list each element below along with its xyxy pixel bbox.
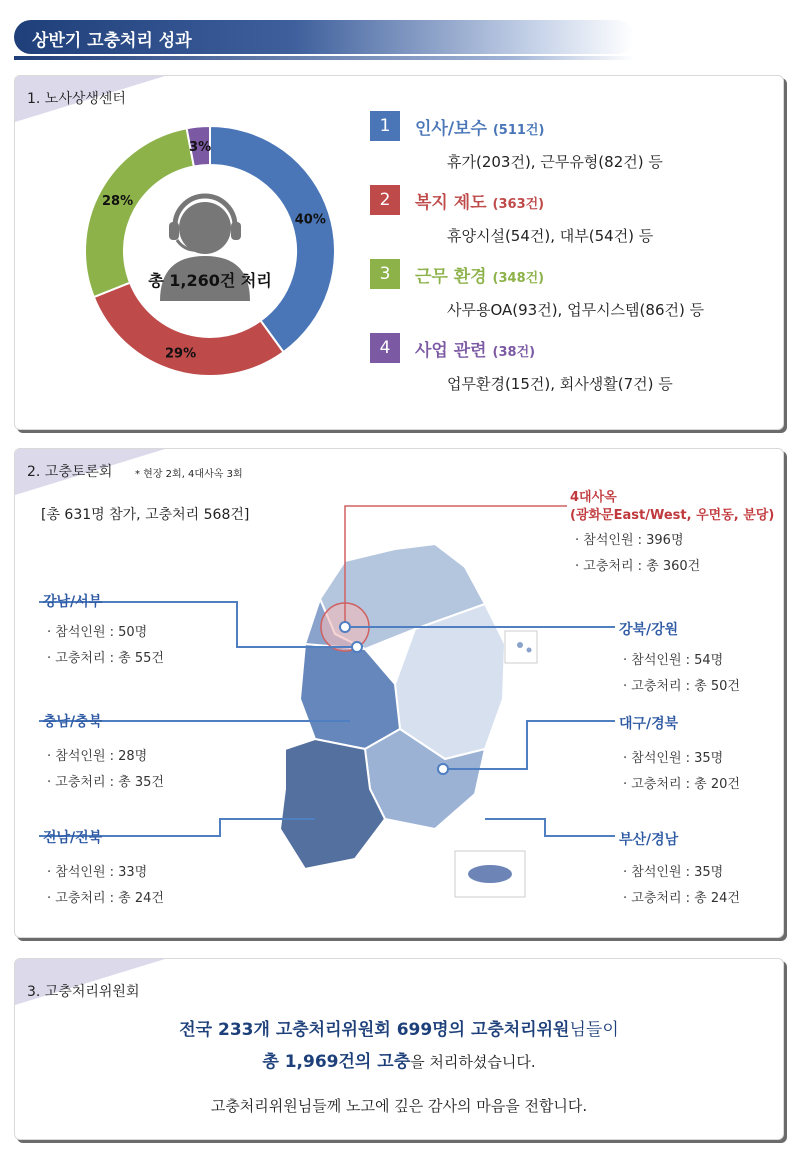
region-gangnam-attendees: · 참석인원 : 50명 <box>47 625 148 640</box>
committee-line-1 <box>15 1015 783 1040</box>
category-2-name <box>415 188 544 213</box>
category-2-label: 복지 제도 <box>415 193 487 213</box>
donut-slice-1 <box>210 126 335 352</box>
map-regions <box>280 544 505 869</box>
region-gangnam-handled: · 고충처리 : 총 55건 <box>47 651 164 666</box>
section-committee <box>14 958 784 1140</box>
region-jeonnam-name: 전남/전북 <box>43 830 103 846</box>
region-gangbuk-attendees: · 참석인원 : 54명 <box>623 653 724 668</box>
region-chungnam-name: 충남/충북 <box>43 714 103 730</box>
hq-attendees: · 참석인원 : 396명 <box>575 533 684 548</box>
region-busan-handled: · 고충처리 : 총 24건 <box>623 891 740 906</box>
donut-chart <box>80 126 340 376</box>
hq-sub: (광화문East/West, 우면동, 분당) <box>570 508 775 523</box>
region-daegu-name: 대구/경북 <box>619 716 679 732</box>
category-1-label: 인사/보수 <box>415 119 487 139</box>
hq-handled: · 고충처리 : 총 360건 <box>575 559 701 574</box>
section-forum <box>14 448 784 938</box>
committee-line-2-rest: 을 처리하셨습니다. <box>410 1053 536 1071</box>
committee-line-2-bold: 총 1,969건의 고충 <box>262 1052 411 1072</box>
region-busan-attendees: · 참석인원 : 35명 <box>623 865 724 880</box>
committee-thanks: 고충처리위원님들께 노고에 깊은 감사의 마음을 전합니다. <box>210 1097 588 1115</box>
donut-label-2: 29% <box>165 346 197 362</box>
category-3-count: (348건) <box>492 271 545 286</box>
region-jeonnam-handled: · 고충처리 : 총 24건 <box>47 891 164 906</box>
donut-label-4: 3% <box>189 139 212 155</box>
section-labor-center <box>14 75 784 430</box>
region-chungnam-attendees: · 참석인원 : 28명 <box>47 749 148 764</box>
region-daegu-attendees: · 참석인원 : 35명 <box>623 751 724 766</box>
forum-summary: [총 631명 참가, 고충처리 568건] <box>41 507 250 523</box>
donut-center-label: 총 1,260건 처리 <box>148 271 272 290</box>
header-underline <box>14 56 634 60</box>
category-2-count: (363건) <box>492 197 545 212</box>
category-1-name <box>415 114 544 139</box>
section3-title: 3. 고충처리위원회 <box>27 984 140 1000</box>
category-4-detail: 업무환경(15건), 회사생활(7건) 등 <box>447 375 673 393</box>
region-daegu-handled: · 고충처리 : 총 20건 <box>623 777 740 792</box>
committee-line-2 <box>15 1047 783 1072</box>
region-gangbuk-name: 강북/강원 <box>619 622 679 638</box>
category-1-number: 1 <box>370 111 400 141</box>
forum-note: * 현장 2회, 4대사옥 3회 <box>135 469 243 480</box>
hq-name: 4대사옥 <box>570 490 617 505</box>
donut-label-1: 40% <box>294 212 326 228</box>
page-title: 상반기 고충처리 성과 <box>32 31 192 51</box>
category-2-number: 2 <box>370 185 400 215</box>
committee-line-1-bold: 전국 233개 고충처리위원회 699명의 고충처리위원 <box>179 1020 570 1040</box>
region-gangnam-name: 강남/서부 <box>43 594 103 610</box>
region-chungnam-handled: · 고충처리 : 총 35건 <box>47 775 164 790</box>
section2-title: 2. 고충토론회 <box>27 464 113 480</box>
category-1-detail: 휴가(203건), 근무유형(82건) 등 <box>447 153 663 171</box>
header-banner <box>14 20 634 54</box>
category-4-count: (38건) <box>492 345 536 360</box>
category-3-name <box>415 262 544 287</box>
committee-line-1-rest: 님들이 <box>569 1020 619 1040</box>
region-jeonnam-attendees: · 참석인원 : 33명 <box>47 865 148 880</box>
category-3-number: 3 <box>370 259 400 289</box>
region-busan-name: 부산/경남 <box>619 832 679 848</box>
region-gangbuk-handled: · 고충처리 : 총 50건 <box>623 679 740 694</box>
category-3-label: 근무 환경 <box>415 267 487 287</box>
category-2-detail: 휴양시설(54건), 대부(54건) 등 <box>447 227 654 245</box>
donut-label-3: 28% <box>101 194 134 210</box>
category-4-number: 4 <box>370 333 400 363</box>
category-4-name <box>415 336 535 361</box>
jeju-island <box>468 865 512 883</box>
category-1-count: (511건) <box>492 123 545 138</box>
category-4-label: 사업 관련 <box>415 341 487 361</box>
section1-title: 1. 노사상생센터 <box>27 91 126 107</box>
category-3-detail: 사무용OA(93건), 업무시스템(86건) 등 <box>447 301 705 319</box>
